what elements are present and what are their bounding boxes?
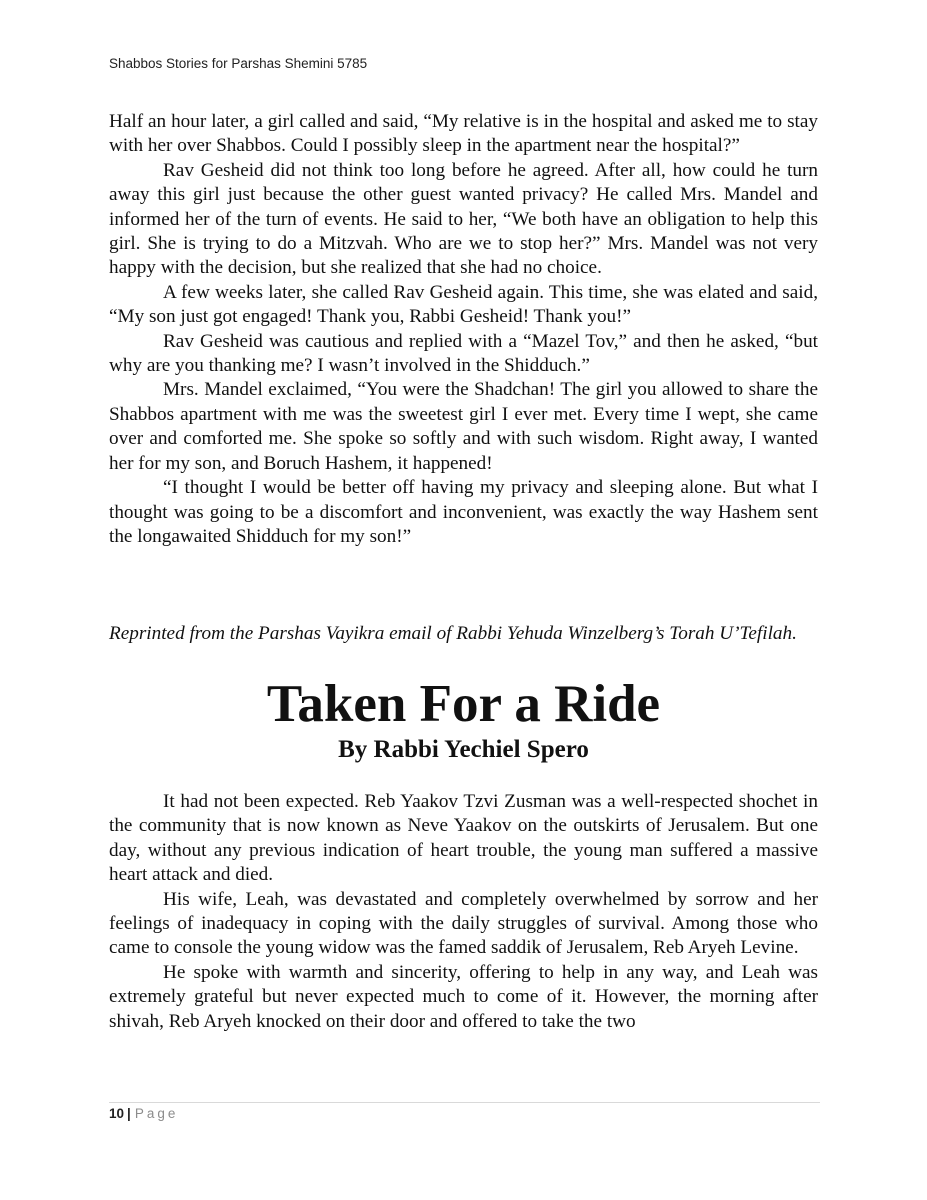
story-body-previous <box>109 110 818 549</box>
paragraph: His wife, Leah, was devastated and completely overwhelmed by sorrow and her feelings of inadequacy in coping with the daily struggles of survival. Among those who came to console the young widow was the famed saddik of Jerusalem, Reb Aryeh Levine. <box>109 888 818 959</box>
story-body <box>109 790 818 1034</box>
reprint-credit: Reprinted from the Parshas Vayikra email of Rabbi Yehuda Winzelberg’s Torah U’Tefilah. <box>109 623 797 644</box>
running-header: Shabbos Stories for Parshas Shemini 5785 <box>109 56 368 71</box>
paragraph: It had not been expected. Reb Yaakov Tzvi Zusman was a well-respected shochet in the community that is now known as Neve Yaakov on the outskirts of Jerusalem. But one day, without any previous indication of heart trouble, the young man suffered a massive heart attack and died. <box>109 791 818 886</box>
story-title: Taken For a Ride <box>266 675 661 733</box>
page-number: 10 <box>109 1106 125 1121</box>
paragraph: “I thought I would be better off having my privacy and sleeping alone. But what I thought was going to be a discomfort and inconvenient, was exactly the way Hashem sent the longawaited Shidduch for my son!” <box>109 477 818 547</box>
page-footer <box>109 1106 178 1121</box>
footer-divider <box>109 1102 820 1103</box>
paragraph: Rav Gesheid did not think too long before he agreed. After all, how could he turn away this girl just because the other guest wanted privacy? He called Mrs. Mandel and informed her of the turn of events. He said to her, “We both have an obligation to help this girl. She is trying to do a Mitzvah. Who are we to stop her?” Mrs. Mandel was not very happy with the decision, but she realized that she had no choice. <box>109 159 818 279</box>
page-label: Page <box>134 1106 179 1121</box>
paragraph: He spoke with warmth and sincerity, offering to help in any way, and Leah was extremely grateful but never expected much to come of it. However, the morning after shivah, Reb Aryeh knocked on their door and offered to take the two <box>109 961 818 1032</box>
paragraph: A few weeks later, she called Rav Gesheid again. This time, she was elated and said, “My son just got engaged! Thank you, Rabbi Gesheid! Thank you!” <box>109 281 818 328</box>
story-byline: By Rabbi Yechiel Spero <box>338 736 589 763</box>
footer-separator: | <box>127 1106 131 1121</box>
paragraph: Mrs. Mandel exclaimed, “You were the Shadchan! The girl you allowed to share the Shabbos apartment with me was the sweetest girl I ever met. Every time I wept, she came over and comforted me. She spoke so softly and with such wisdom. Right away, I wanted her for my son, and Boruch Hashem, it happened! <box>109 379 818 474</box>
paragraph: Half an hour later, a girl called and said, “My relative is in the hospital and asked me to stay with her over Shabbos. Could I possibly sleep in the apartment near the hospital?” <box>109 111 818 157</box>
paragraph: Rav Gesheid was cautious and replied with a “Mazel Tov,” and then he asked, “but why are you thanking me? I wasn’t involved in the Shidduch.” <box>109 330 818 377</box>
